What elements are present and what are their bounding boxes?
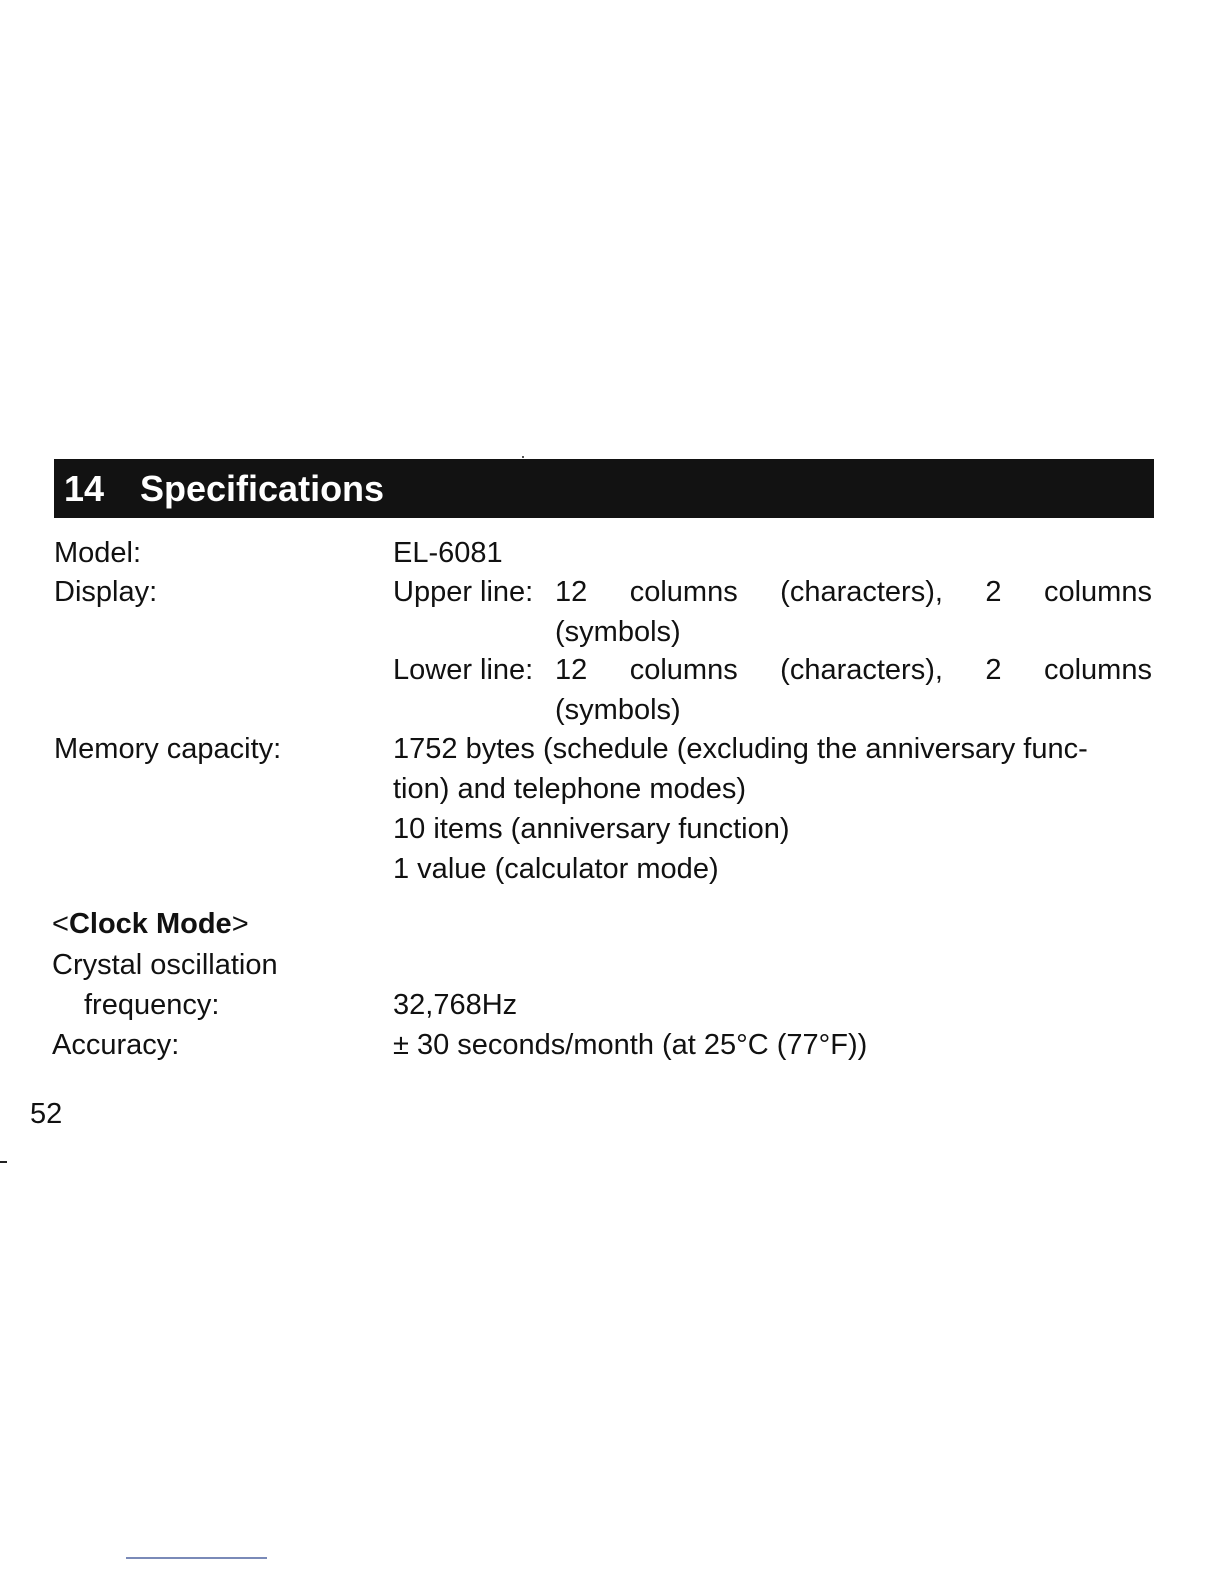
lower-line-prefix: Lower line: xyxy=(393,654,534,686)
accuracy-value: ± 30 seconds/month (at 25°C (77°F)) xyxy=(393,1029,868,1061)
memory-line: 1752 bytes (schedule (excluding the anniversary func- xyxy=(393,733,1088,765)
model-label: Model: xyxy=(54,537,142,569)
clock-mode-title: Clock Mode xyxy=(68,908,232,940)
display-label: Display: xyxy=(54,576,158,608)
section-number: 14 xyxy=(64,467,105,509)
clock-mode-heading xyxy=(52,904,249,944)
page-number: 52 xyxy=(30,1098,63,1130)
upper-line-continuation: (symbols) xyxy=(555,616,681,648)
scan-speck xyxy=(522,456,524,458)
memory-capacity-label: Memory capacity: xyxy=(54,733,282,765)
lower-word: 12 xyxy=(555,654,588,686)
memory-line: 10 items (anniversary function) xyxy=(393,813,790,845)
crystal-label-line1: Crystal oscillation xyxy=(52,949,278,981)
accuracy-label: Accuracy: xyxy=(52,1029,180,1061)
lower-word: (characters), xyxy=(780,654,943,686)
crystal-value: 32,768Hz xyxy=(393,989,518,1021)
lower-line-continuation: (symbols) xyxy=(555,694,681,726)
memory-line: tion) and telephone modes) xyxy=(393,773,747,805)
clock-mode-open-bracket: < xyxy=(52,908,69,940)
upper-line-spec xyxy=(555,572,1152,612)
lower-word: 2 xyxy=(985,654,1002,686)
upper-word: (characters), xyxy=(780,576,943,608)
upper-line-prefix: Upper line: xyxy=(393,576,534,608)
upper-word: 2 xyxy=(985,576,1002,608)
upper-word: columns xyxy=(1043,576,1152,608)
crystal-label-line2: frequency: xyxy=(84,989,220,1021)
section-title: Specifications xyxy=(140,467,385,509)
memory-line: 1 value (calculator mode) xyxy=(393,853,719,885)
lower-line-spec xyxy=(555,650,1152,690)
lower-word: columns xyxy=(1043,654,1152,686)
clock-mode-close-bracket: > xyxy=(231,908,249,940)
section-header-bar xyxy=(54,459,1154,518)
margin-mark xyxy=(0,1161,7,1163)
bottom-rule xyxy=(126,1557,267,1559)
model-value: EL-6081 xyxy=(393,537,503,569)
upper-word: columns xyxy=(629,576,738,608)
lower-word: columns xyxy=(629,654,738,686)
upper-word: 12 xyxy=(555,576,588,608)
